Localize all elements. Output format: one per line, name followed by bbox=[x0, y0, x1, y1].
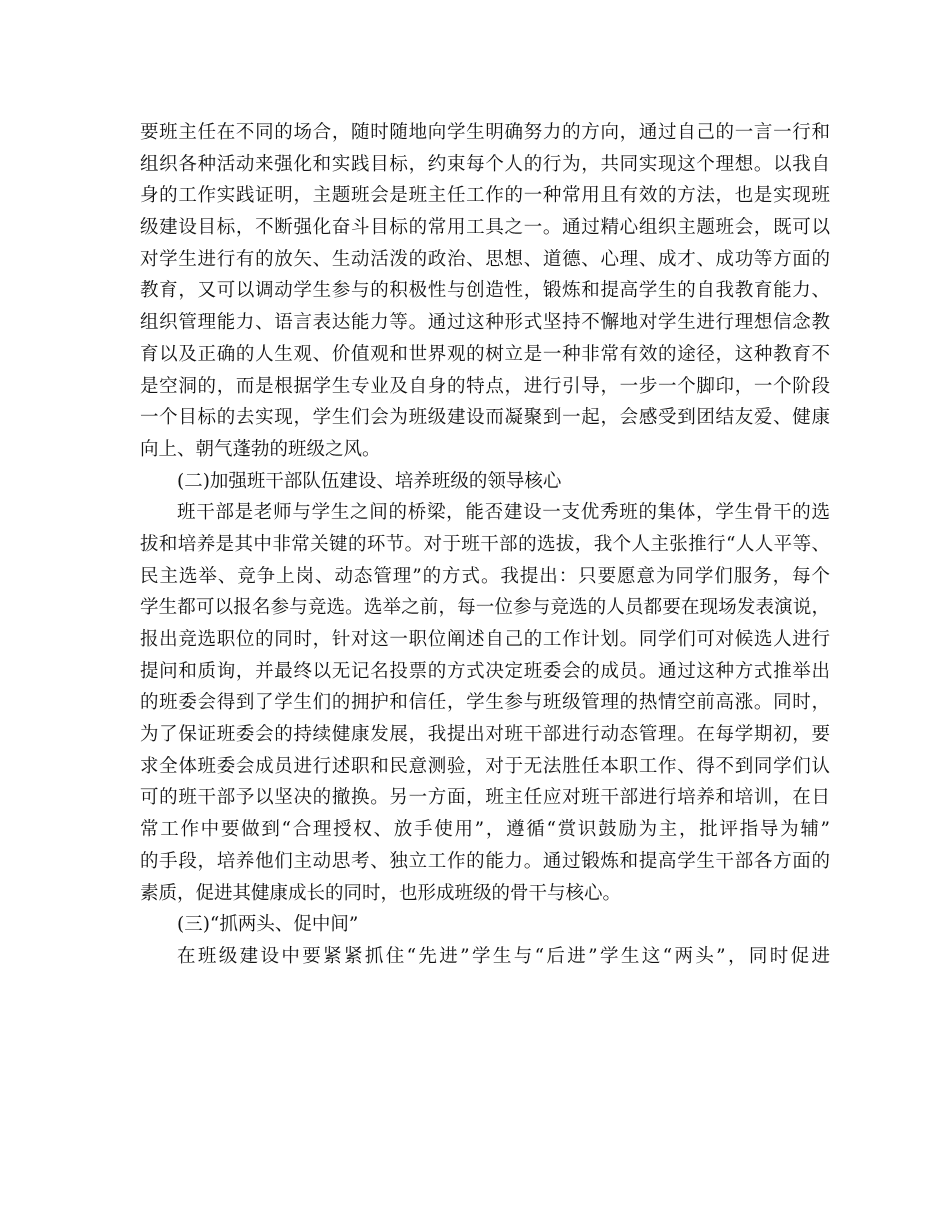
text-line: 班干部是老师与学生之间的桥梁，能否建设一支优秀班的集体，学生骨干的选 bbox=[177, 502, 830, 524]
text-line: (三)“抓两头、促中间” bbox=[177, 914, 359, 936]
text-line: 对学生进行有的放矢、生动活泼的政治、思想、道德、心理、成才、成功等方面的 bbox=[140, 248, 830, 270]
text-line: 身的工作实践证明，主题班会是班主任工作的一种常用且有效的方法，也是实现班 bbox=[140, 185, 830, 207]
text-line: 要班主任在不同的场合，随时随地向学生明确努力的方向，通过自己的一言一行和 bbox=[140, 122, 830, 143]
text-line: 为了保证班委会的持续健康发展，我提出对班干部进行动态管理。在每学期初，要 bbox=[140, 724, 830, 746]
text-line: 可的班干部予以坚决的撤换。另一方面，班主任应对班干部进行培养和培训，在日 bbox=[140, 787, 830, 809]
text-line: 向上、朝气蓬勃的班级之风。 bbox=[140, 438, 381, 460]
text-line: 常工作中要做到“合理授权、放手使用”，遵循“赏识鼓励为主，批评指导为辅” bbox=[140, 819, 830, 841]
text-line: 在班级建设中要紧紧抓住“先进”学生与“后进”学生这“两头”，同时促进 bbox=[177, 945, 830, 967]
text-line: 一个目标的去实现，学生们会为班级建设而凝聚到一起，会感受到团结友爱、健康 bbox=[140, 407, 830, 429]
text-line: 组织管理能力、语言表达能力等。通过这种形式坚持不懈地对学生进行理想信念教 bbox=[140, 312, 830, 334]
text-line: 学生都可以报名参与竞选。选举之前，每一位参与竞选的人员都要在现场发表演说， bbox=[140, 597, 830, 619]
text-line: 级建设目标，不断强化奋斗目标的常用工具之一。通过精心组织主题班会，既可以 bbox=[140, 217, 830, 239]
text-line: 报出竞选职位的同时，针对这一职位阐述自己的工作计划。同学们可对候选人进行 bbox=[140, 629, 830, 650]
text-line: 的手段，培养他们主动思考、独立工作的能力。通过锻炼和提高学生干部各方面的 bbox=[140, 850, 830, 872]
text-line: (二)加强班干部队伍建设、培养班级的领导核心 bbox=[177, 470, 562, 492]
text-line: 是空洞的，而是根据学生专业及自身的特点，进行引导，一步一个脚印，一个阶段 bbox=[140, 375, 830, 397]
text-line: 教育，又可以调动学生参与的积极性与创造性，锻炼和提高学生的自我教育能力、 bbox=[140, 280, 830, 302]
text-line: 拔和培养是其中非常关键的环节。对于班干部的选拔，我个人主张推行“人人平等、 bbox=[140, 533, 830, 555]
document-body bbox=[140, 117, 830, 973]
text-line: 素质，促进其健康成长的同时，也形成班级的骨干与核心。 bbox=[140, 882, 622, 904]
text-line: 求全体班委会成员进行述职和民意测验，对于无法胜任本职工作、得不到同学们认 bbox=[140, 755, 830, 777]
text-line: 组织各种活动来强化和实践目标，约束每个人的行为，共同实现这个理想。以我自 bbox=[140, 153, 830, 175]
text-line: 提问和质询，并最终以无记名投票的方式决定班委会的成员。通过这种方式推举出 bbox=[140, 660, 830, 682]
text-line: 民主选举、竞争上岗、动态管理”的方式。我提出：只要愿意为同学们服务，每个 bbox=[140, 565, 830, 587]
text-line: 育以及正确的人生观、价值观和世界观的树立是一种非常有效的途径，这种教育不 bbox=[140, 343, 830, 365]
text-line: 的班委会得到了学生们的拥护和信任，学生参与班级管理的热情空前高涨。同时， bbox=[140, 692, 830, 714]
